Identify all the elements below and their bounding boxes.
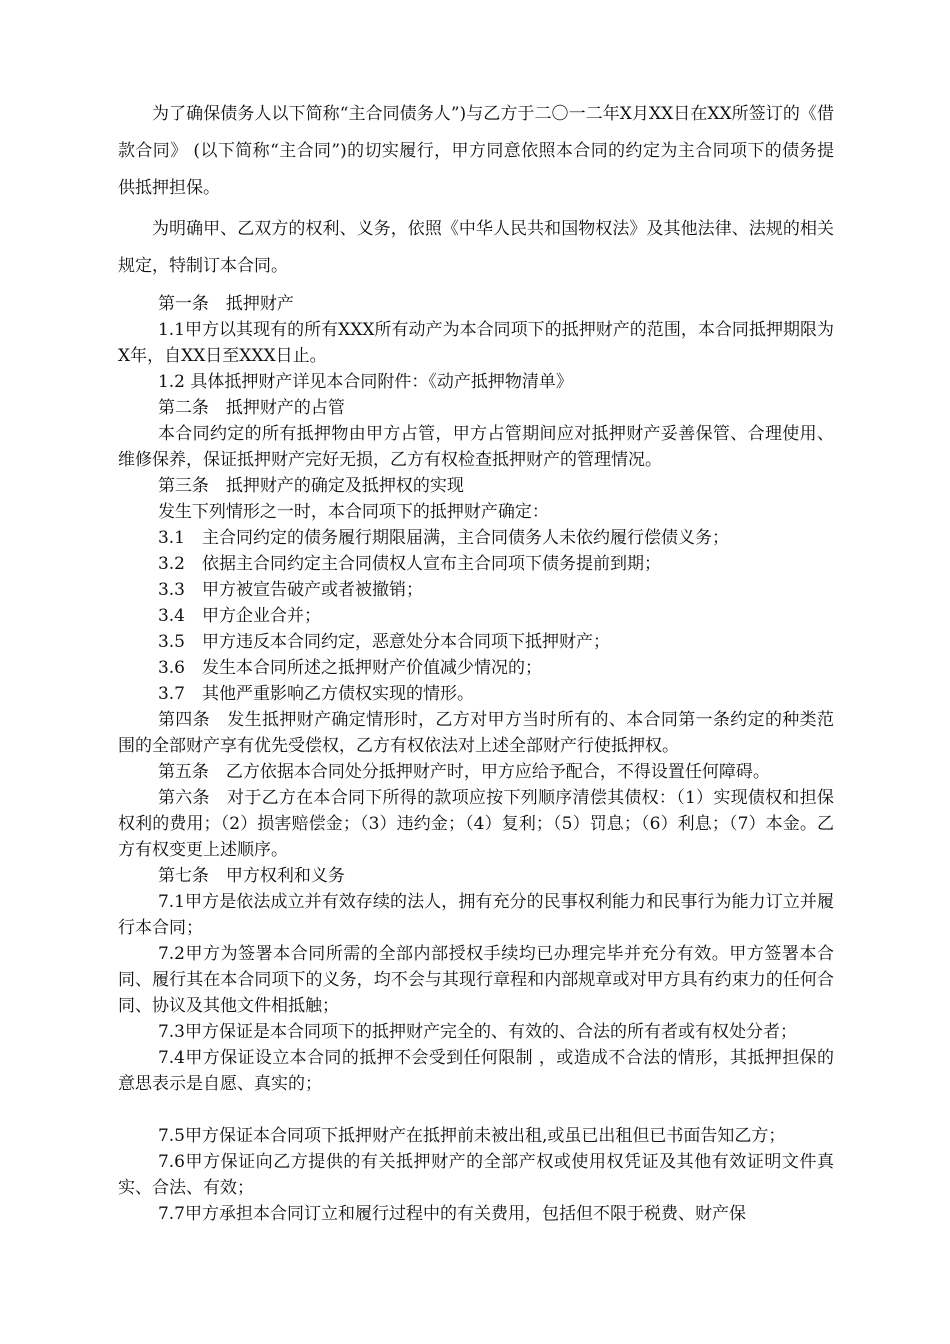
article-heading: 第一条 抵押财产 (157, 294, 294, 314)
contract-body (118, 96, 834, 1227)
clause-paragraph: 7.4甲方保证设立本合同的抵押不会受到任何限制 ，或造成不合法的情形，其抵押担保的意思表示是自愿、真实的； (118, 1048, 834, 1094)
intro-paragraph: 为了确保债务人以下简称“主合同债务人”)与乙方于二〇一二年X月XX日在XX所签订的《借款合同》 (以下简称“主合同”)的切实履行，甲方同意依照本合同的约定为主合同项下的债务提供抵押担保。 (118, 104, 834, 198)
article-heading: 第二条 抵押财产的占管 (157, 398, 345, 418)
clause-paragraph: 本合同约定的所有抵押物由甲方占管，甲方占管期间应对抵押财产妥善保管、合理使用、维修保养，保证抵押财产完好无损，乙方有权检查抵押财产的管理情况。 (118, 424, 834, 470)
clause-paragraph: 1.1甲方以其现有的所有XXX所有动产为本合同项下的抵押财产的范围，本合同抵押期限为X年，自XX日至XXX日止。 (118, 320, 834, 366)
clause-paragraph: 发生下列情形之一时，本合同项下的抵押财产确定： (157, 502, 549, 522)
article-paragraph: 第六条 对于乙方在本合同下所得的款项应按下列顺序清偿其债权：（1）实现债权和担保权利的费用；（2）损害赔偿金；（3）违约金；（4）复利；（5）罚息；（6）利息；（7）本金。乙方有权变更上述顺序。 (118, 788, 834, 860)
clause-paragraph: 7.5甲方保证本合同项下抵押财产在抵押前未被出租,或虽已出租但已书面告知乙方； (157, 1126, 786, 1146)
clause-paragraph: 7.1甲方是依法成立并有效存续的法人，拥有充分的民事权利能力和民事行为能力订立并履行本合同； (118, 892, 834, 938)
clause-paragraph: 7.3甲方保证是本合同项下的抵押财产完全的、有效的、合法的所有者或有权处分者； (157, 1022, 797, 1042)
intro-paragraph: 为明确甲、乙双方的权利、义务，依照《中华人民共和国物权法》及其他法律、法规的相关规定，特制订本合同。 (118, 219, 834, 276)
clause-paragraph: 1.2 具体抵押财产详见本合同附件：《动产抵押物清单》 (157, 372, 573, 392)
clause-paragraph: 7.6甲方保证向乙方提供的有关抵押财产的全部产权或使用权凭证及其他有效证明文件真实、合法、有效； (118, 1152, 834, 1198)
blank-line (118, 1097, 834, 1123)
list-item: 3.4 甲方企业合并； (157, 606, 321, 626)
list-item: 3.1 主合同约定的债务履行期限届满，主合同债务人未依约履行偿债义务； (157, 528, 729, 548)
list-item: 3.3 甲方被宣告破产或者被撤销； (157, 580, 423, 600)
article-paragraph: 第四条 发生抵押财产确定情形时，乙方对甲方当时所有的、本合同第一条约定的种类范围的全部财产享有优先受偿权，乙方有权依法对上述全部财产行使抵押权。 (118, 710, 834, 756)
article-heading: 第七条 甲方权利和义务 (157, 866, 345, 886)
article-heading: 第三条 抵押财产的确定及抵押权的实现 (157, 476, 464, 496)
clause-paragraph: 7.2甲方为签署本合同所需的全部内部授权手续均已办理完毕并充分有效。甲方签署本合同、履行其在本合同项下的义务，均不会与其现行章程和内部规章或对甲方具有约束力的任何合同、协议及其他文件相抵触； (118, 944, 834, 1016)
clause-paragraph: 7.7甲方承担本合同订立和履行过程中的有关费用，包括但不限于税费、财产保 (157, 1204, 746, 1224)
clauses-block (118, 291, 834, 1227)
list-item: 3.7 其他严重影响乙方债权实现的情形。 (157, 684, 474, 704)
list-item: 3.2 依据主合同约定主合同债权人宣布主合同项下债务提前到期； (157, 554, 661, 574)
article-paragraph: 第五条 乙方依据本合同处分抵押财产时，甲方应给予配合，不得设置任何障碍。 (157, 762, 770, 782)
list-item: 3.6 发生本合同所述之抵押财产价值减少情况的； (157, 658, 542, 678)
list-item: 3.5 甲方违反本合同约定，恶意处分本合同项下抵押财产； (157, 632, 610, 652)
